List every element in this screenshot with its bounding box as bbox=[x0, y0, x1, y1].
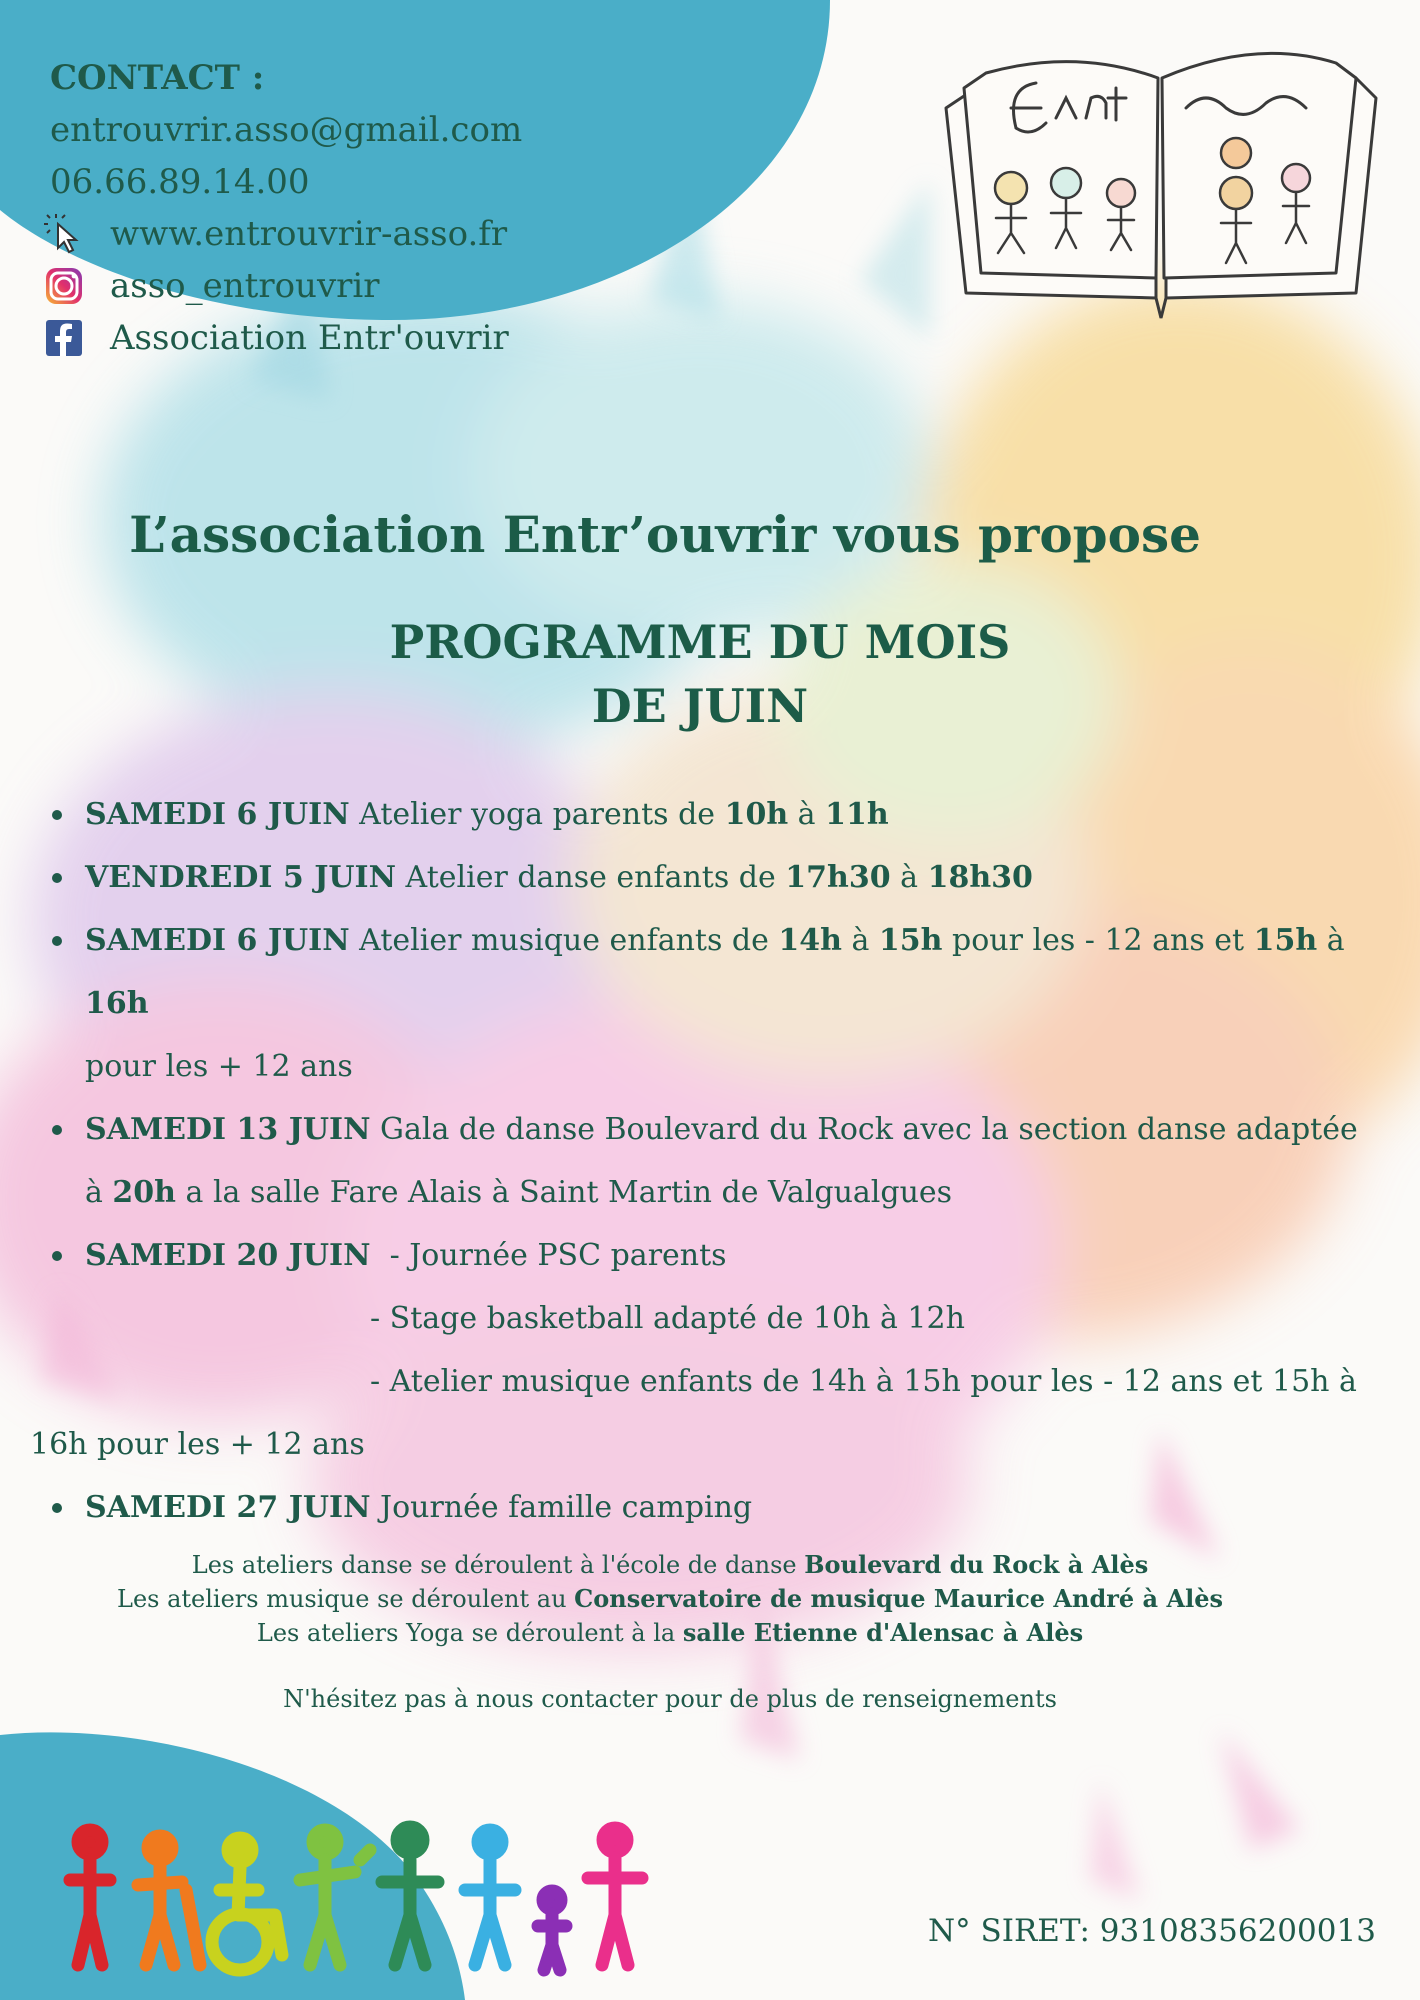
event-time: 17h30 bbox=[785, 860, 891, 895]
cursor-click-icon bbox=[44, 214, 84, 254]
contact-block bbox=[50, 52, 522, 364]
intro-heading: L’association Entr’ouvrir vous propose bbox=[129, 505, 1201, 564]
siret-number: N° SIRET: 93108356200013 bbox=[928, 1913, 1376, 1949]
list-item bbox=[30, 1098, 1390, 1161]
event-time: 15h bbox=[878, 923, 943, 958]
list-item bbox=[30, 783, 1390, 846]
note-venue: salle Etienne d'Alensac à Alès bbox=[682, 1618, 1084, 1647]
event-time: 14h bbox=[778, 923, 842, 958]
event-text: Journée famille camping bbox=[370, 1490, 753, 1525]
event-text: pour les - 12 ans et bbox=[942, 923, 1254, 958]
event-text: a la salle Fare Alais à Saint Martin de Valgualgues bbox=[175, 1175, 953, 1210]
note-text: Les ateliers musique se déroulent au bbox=[117, 1585, 575, 1613]
facebook-icon bbox=[44, 318, 84, 358]
contact-website[interactable]: www.entrouvrir-asso.fr bbox=[110, 214, 508, 254]
note-line bbox=[0, 1548, 1340, 1582]
event-text: Atelier musique enfants de bbox=[349, 923, 779, 958]
note-text: Les ateliers Yoga se déroulent à la bbox=[256, 1619, 683, 1647]
contact-facebook[interactable]: Association Entr'ouvrir bbox=[110, 318, 509, 358]
event-text: à bbox=[788, 797, 826, 832]
instagram-icon bbox=[44, 266, 84, 306]
note-text: Les ateliers danse se déroulent à l'école de danse bbox=[191, 1551, 805, 1579]
event-sub-line: - Stage basketball adapté de 10h à 12h bbox=[370, 1301, 965, 1336]
list-item bbox=[30, 846, 1390, 909]
event-text: à bbox=[85, 1175, 113, 1210]
event-text: à bbox=[841, 923, 879, 958]
event-text: à bbox=[1317, 923, 1345, 958]
contact-title: CONTACT : bbox=[50, 58, 265, 98]
event-text: Gala de danse Boulevard du Rock avec la section danse adaptée bbox=[370, 1112, 1358, 1147]
event-time: 10h bbox=[724, 797, 789, 832]
event-time: 11h bbox=[825, 797, 889, 832]
contact-invitation: N'hésitez pas à nous contacter pour de plus de renseignements bbox=[283, 1685, 1057, 1713]
event-sub-line: - Atelier musique enfants de 14h à 15h pour les - 12 ans et 15h à bbox=[370, 1364, 1357, 1399]
note-line bbox=[0, 1616, 1340, 1650]
event-date: SAMEDI 6 JUIN bbox=[85, 797, 350, 832]
contact-facebook-row[interactable] bbox=[50, 312, 522, 364]
event-continuation bbox=[30, 1161, 1390, 1224]
event-continuation: 16h pour les + 12 ans bbox=[30, 1427, 365, 1462]
program-title bbox=[300, 610, 1100, 738]
list-item bbox=[30, 1224, 1390, 1287]
note-venue: Boulevard du Rock à Alès bbox=[804, 1550, 1149, 1579]
contact-email[interactable]: entrouvrir.asso@gmail.com bbox=[50, 110, 523, 150]
event-text: Atelier danse enfants de bbox=[396, 860, 786, 895]
contact-instagram-row[interactable] bbox=[50, 260, 522, 312]
event-date: VENDREDI 5 JUIN bbox=[85, 860, 397, 895]
event-time: 15h bbox=[1253, 923, 1318, 958]
contact-instagram[interactable]: asso_entrouvrir bbox=[110, 266, 380, 306]
event-date: SAMEDI 6 JUIN bbox=[85, 923, 350, 958]
program-title-line-2: DE JUIN bbox=[591, 679, 809, 733]
event-text: - Journée PSC parents bbox=[370, 1238, 727, 1273]
event-date: SAMEDI 13 JUIN bbox=[85, 1112, 371, 1147]
program-title-line-1: PROGRAMME DU MOIS bbox=[389, 615, 1011, 669]
event-time: 18h30 bbox=[927, 860, 1033, 895]
event-text: à bbox=[890, 860, 928, 895]
people-figures-illustration bbox=[60, 1820, 660, 1985]
entrouvrir-logo bbox=[936, 28, 1386, 328]
contact-phone[interactable]: 06.66.89.14.00 bbox=[50, 162, 310, 202]
event-time: 16h bbox=[85, 986, 149, 1021]
list-item bbox=[30, 909, 1390, 1035]
schedule-list bbox=[30, 783, 1390, 1539]
event-continuation: pour les + 12 ans bbox=[85, 1049, 353, 1084]
event-date: SAMEDI 20 JUIN bbox=[85, 1238, 371, 1273]
list-item bbox=[30, 1476, 1390, 1539]
note-line bbox=[0, 1582, 1340, 1616]
note-venue: Conservatoire de musique Maurice André à Alès bbox=[574, 1584, 1223, 1613]
event-time: 20h bbox=[112, 1175, 176, 1210]
event-date: SAMEDI 27 JUIN bbox=[85, 1490, 371, 1525]
event-text: Atelier yoga parents de bbox=[349, 797, 725, 832]
venue-notes bbox=[0, 1548, 1340, 1716]
contact-website-row[interactable] bbox=[50, 208, 522, 260]
